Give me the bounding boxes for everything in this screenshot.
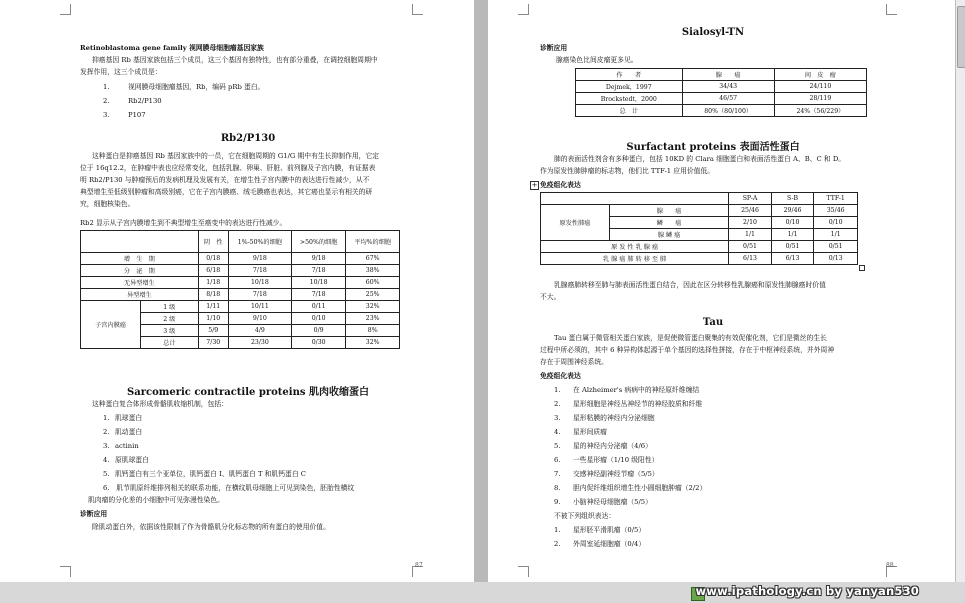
table-header-cell: SP-A <box>729 193 772 205</box>
table-move-handle-icon[interactable]: + <box>531 181 538 189</box>
diagnosis-text: 除肌动蛋白外，依据该性限制了作为骨骼肌分化标志物的所有蛋白的使用价值。 <box>92 523 330 531</box>
tau-list-num: 6. <box>554 456 561 464</box>
sarc-list-num: 4. <box>103 456 110 464</box>
table-cell <box>541 193 729 205</box>
watermark-text: www.ipathology.cn by yanyan530 <box>695 584 919 598</box>
table-row <box>81 301 400 313</box>
rb-para-line: 发挥作用，这三个成员是： <box>80 68 162 76</box>
table-cell: 0/51 <box>771 241 814 253</box>
immuno-label: 免疫组化表达 <box>540 181 581 189</box>
tau-list-item: 一些星形瘤（1/10 级阳性） <box>573 456 659 464</box>
crop-mark <box>886 4 897 15</box>
immuno-label: 免疫组化表达 <box>540 372 581 380</box>
surfactant-table <box>540 192 858 265</box>
surfactant-para-line: 肺的表面活性剂含有多种蛋白，包括 10KD 的 Clara 细胞蛋白和表面活性蛋白 A、B、C 和 D。 <box>554 155 846 163</box>
table-row <box>576 93 867 105</box>
table-row <box>541 205 858 217</box>
surfactant-title: Surfactant proteins 表面活性蛋白 <box>626 142 800 153</box>
table-row-label: 原 发 性 乳 腺 癌 <box>541 241 729 253</box>
crop-mark <box>60 566 71 577</box>
table-row-label: 异型增生 <box>81 289 199 301</box>
table-cell: 7/18 <box>291 289 345 301</box>
table-cell: 29/46 <box>771 205 814 217</box>
tau-title: Tau <box>702 317 724 328</box>
table-cell: 1/1 <box>814 229 858 241</box>
table-cell: 1/1 <box>729 229 772 241</box>
table-cell: 7/18 <box>291 265 345 277</box>
table-row-label: 原发性肺癌 <box>541 205 610 241</box>
table-row <box>81 265 400 277</box>
table-cell: 28/119 <box>774 93 866 105</box>
table-cell: 0/51 <box>729 241 772 253</box>
rb2-para-line: 这种蛋白是抑癌基因 Rb 基因家族中的一员，它在细胞周期的 G1/G 期中有生长抑制作用，它定 <box>92 152 380 160</box>
table-cell: 0/13 <box>814 253 858 265</box>
surfactant-para-line: 作为原发性肺肿瘤的标志物，他们比 TTF-1 应用价值低。 <box>540 167 715 175</box>
tau-list-item: 小脑神经母细胞瘤（5/5） <box>573 498 652 506</box>
rb2-para-line: 位于 16q12.2，在肿瘤中表也应经常变化，包括乳腺、卵巢、肝脏、前列腺及子宫内膜，有证据表 <box>80 164 376 172</box>
negative-label: 不被下列组织表达： <box>554 512 616 520</box>
rb2-para-line: 明 Rb2/P130 与肿瘤预后的发病机理及发展有关，在增生性子宫内膜中的表达进行性减少，从不 <box>80 176 370 184</box>
tau-list-num: 4. <box>554 428 561 436</box>
table-cell: 24%（56/229） <box>774 105 866 117</box>
table-row-sublabel: 总计 <box>141 337 199 349</box>
table-row-label: 分 泌 期 <box>81 265 199 277</box>
table-cell: 6/13 <box>771 253 814 265</box>
table-row <box>81 253 400 265</box>
table-cell: Dejmek，1997 <box>576 81 683 93</box>
rb-list-item: 视网膜母细胞瘤基因，Rb，编码 pRb 蛋白。 <box>128 83 265 91</box>
table-row-label: 增 生 期 <box>81 253 199 265</box>
table-cell: 6/13 <box>729 253 772 265</box>
table-cell: 7/18 <box>228 289 291 301</box>
table-row-label: 乳 腺 癌 肺 转 移 至 肺 <box>541 253 729 265</box>
table-cell: 67% <box>346 253 400 265</box>
table-cell: 0/10 <box>771 217 814 229</box>
table-cell: 35/46 <box>814 205 858 217</box>
table-header-cell: S-B <box>771 193 814 205</box>
page-88 <box>488 0 955 582</box>
table-header-cell: TTF-1 <box>814 193 858 205</box>
diagnosis-label: 诊断应用 <box>540 44 568 52</box>
surfactant-after-line: 乳腺癌肺转移至肺与肺表面活性蛋白结合，因此在区分转移性乳腺癌和原发性肺腺癌时价值 <box>554 281 826 289</box>
table-header-cell: >50%的细胞 <box>291 231 345 253</box>
sarc-para-line: 6. 肌节肌原纤维排列相关的联系功能，在横纹肌母细胞上可见到染色，胚胎性横纹 <box>103 484 355 492</box>
table-cell: 1/1 <box>771 229 814 241</box>
surfactant-after-line: 不大。 <box>540 293 561 301</box>
table-cell: 1/10 <box>198 313 228 325</box>
table-cell: 9/10 <box>228 313 291 325</box>
table-row-sublabel: 3 级 <box>141 325 199 337</box>
rb2-para-line: 究，细胞核染色。 <box>80 200 135 208</box>
table-cell: 0/9 <box>291 325 345 337</box>
sarc-list-item: 肌钙蛋白有三个亚单位，肌钙蛋白 I、肌钙蛋白 T 和肌钙蛋白 C <box>115 470 306 478</box>
table-cell: 1/11 <box>198 301 228 313</box>
table-cell: 10/11 <box>228 301 291 313</box>
tau-para-line: 存在于周围神经系统。 <box>540 358 608 366</box>
neg-list-num: 1. <box>554 526 561 534</box>
tau-para-line: Tau 蛋白属于微管相关蛋白家族，是促使微管蛋白聚集的有效促催化剂，它们是微丝的生长 <box>554 334 827 342</box>
table-row-sublabel: 鳞 癌 <box>610 217 729 229</box>
table-row <box>81 277 400 289</box>
tau-para-line: 过程中所必须的，其中 6 种异构体起源于单个基因的选择性拼接，存在于中枢神经系统，并外周神 <box>540 346 835 354</box>
tau-list-item: 星形粘膜的神经内分泌细胞 <box>573 414 655 422</box>
table-cell: 7/30 <box>198 337 228 349</box>
table-cell: 总 计 <box>576 105 683 117</box>
neg-list-item: 外周室延细胞瘤（0/4） <box>573 540 646 548</box>
table-cell: 0/10 <box>291 313 345 325</box>
table-header-row <box>81 231 400 253</box>
rb-heading: Retinoblastoma gene family 视网膜母细胞瘤基因家族 <box>80 44 264 52</box>
tau-list-num: 9. <box>554 498 561 506</box>
table-cell: 25/46 <box>729 205 772 217</box>
table-header-cell: 1%-50%的细胞 <box>228 231 291 253</box>
table-cell: 32% <box>346 337 400 349</box>
crop-mark <box>60 4 71 15</box>
rb-list-num: 1. <box>103 83 110 91</box>
table-cell: 8% <box>346 325 400 337</box>
table-header-cell: 腺 癌 <box>682 69 774 81</box>
diagnosis-label: 诊断应用 <box>80 510 108 518</box>
rb-list-item: Rb2/P130 <box>128 97 162 105</box>
table-cell: 34/43 <box>682 81 774 93</box>
rb-para-line: 抑癌基因 Rb 基因家族包括三个成员，这三个基因有独特性，也有部分重叠，在调控细胞周期中 <box>92 56 378 64</box>
table-cell: 10/18 <box>228 277 291 289</box>
neg-list-num: 2. <box>554 540 561 548</box>
sarc-list-num: 5. <box>103 470 110 478</box>
tau-list-item: 星形细胞是神经丛神经节的神经胶质和纤维 <box>573 400 703 408</box>
tau-list-item: 在 Alzheimer's 病病中的神经原纤维缠结 <box>573 386 700 394</box>
sarc-list-item: actinin <box>115 442 139 450</box>
table-header-cell: 间 皮 瘤 <box>774 69 866 81</box>
tau-list-item: 交感神经副神经节瘤（5/5） <box>573 470 659 478</box>
table-cell: Brockstedt，2000 <box>576 93 683 105</box>
page-number: 87 <box>415 562 423 569</box>
table-cell: 60% <box>346 277 400 289</box>
table-cell: 25% <box>346 289 400 301</box>
table-cell <box>81 231 199 253</box>
sarc-list-item: 原肌球蛋白 <box>115 456 149 464</box>
table-cell: 0/18 <box>198 253 228 265</box>
neg-list-item: 星形胚平滑肌瘤（0/5） <box>573 526 646 534</box>
page-number: 88 <box>886 562 894 569</box>
scrollbar-thumb[interactable] <box>957 6 965 68</box>
rb-list-num: 3. <box>103 111 110 119</box>
tau-list-item: 星形间质瘤 <box>573 428 607 436</box>
table-row-label: 子宫内膜癌 <box>81 301 141 349</box>
sarc-list-item: 肌动蛋白 <box>115 428 143 436</box>
table-cell: 6/18 <box>198 265 228 277</box>
rb-list-num: 2. <box>103 97 110 105</box>
table-header-cell: 平均%的细胞 <box>346 231 400 253</box>
table-row <box>541 253 858 265</box>
sarc-title: Sarcomeric contractile proteins 肌肉收缩蛋白 <box>127 387 369 398</box>
crop-mark <box>518 566 529 577</box>
table-cell: 23/30 <box>228 337 291 349</box>
tau-list-num: 5. <box>554 442 561 450</box>
vertical-scrollbar[interactable] <box>955 0 965 582</box>
sarc-list-num: 2. <box>103 428 110 436</box>
table-cell: 1/18 <box>198 277 228 289</box>
sarc-list-num: 3. <box>103 442 110 450</box>
table-cell: 32% <box>346 301 400 313</box>
table-cell: 24/110 <box>774 81 866 93</box>
table-cell: 0/11 <box>291 301 345 313</box>
tau-list-item: 胆内促纤维组织增生性小圆细胞肿瘤（2/2） <box>573 484 707 492</box>
sarc-intro: 这种蛋白复合体形成骨骼肌收缩机制，包括： <box>92 400 228 408</box>
table-cell: 7/18 <box>228 265 291 277</box>
table-row-label: 无异型增生 <box>81 277 199 289</box>
table-row <box>541 241 858 253</box>
sialosyl-table <box>575 68 867 117</box>
tau-list-item: 星的神经内分泌瘤（4/6） <box>573 442 652 450</box>
table-header-row <box>541 193 858 205</box>
table-cell: 8/18 <box>198 289 228 301</box>
sialosyl-title: Sialosyl-TN <box>681 27 745 38</box>
table-resize-handle-icon[interactable] <box>859 265 865 271</box>
table-header-cell: 阴 性 <box>198 231 228 253</box>
sarc-list-num: 1. <box>103 414 110 422</box>
table-cell: 5/9 <box>198 325 228 337</box>
table-cell: 4/9 <box>228 325 291 337</box>
table-cell: 0/10 <box>814 217 858 229</box>
crop-mark <box>412 4 423 15</box>
rb2-table <box>80 230 400 349</box>
table-row <box>576 81 867 93</box>
table-cell: 9/18 <box>228 253 291 265</box>
table-row-sublabel: 腺 癌 <box>610 205 729 217</box>
table-cell: 2/10 <box>729 217 772 229</box>
tau-list-num: 1. <box>554 386 561 394</box>
sarc-list-item: 肌球蛋白 <box>115 414 143 422</box>
tau-list-num: 3. <box>554 414 561 422</box>
table-cell: 10/18 <box>291 277 345 289</box>
table-cell: 46/57 <box>682 93 774 105</box>
rb-list-item: P107 <box>128 111 146 119</box>
table-row <box>576 105 867 117</box>
crop-mark <box>518 4 529 15</box>
table-row-sublabel: 1 级 <box>141 301 199 313</box>
sarc-para-line: 肌肉瘤的分化差的小细胞中可见弥漫性染色。 <box>88 496 224 504</box>
table-cell: 80%（80/100） <box>682 105 774 117</box>
table-cell: 9/18 <box>291 253 345 265</box>
rb2-table-caption: Rb2 显示从子宫内膜增生到不典型增生至癌变中的表达进行性减少。 <box>80 219 287 227</box>
tau-list-num: 7. <box>554 470 561 478</box>
page-gap <box>474 0 488 582</box>
table-cell: 0/30 <box>291 337 345 349</box>
table-row-sublabel: 2 级 <box>141 313 199 325</box>
table-cell: 23% <box>346 313 400 325</box>
table-header-cell: 作 者 <box>576 69 683 81</box>
tau-list-num: 8. <box>554 484 561 492</box>
table-row-sublabel: 腺 鳞 癌 <box>610 229 729 241</box>
table-row <box>81 289 400 301</box>
table-cell: 0/51 <box>814 241 858 253</box>
sialosyl-intro: 腺癌染色比间皮瘤更多见。 <box>556 56 638 64</box>
rb2-para-line: 典型增生至低级别肿瘤和高级别癌，它在子宫内膜癌、绒毛膜癌也表达，其它癌也显示有相关的研 <box>80 188 373 196</box>
page-87 <box>0 0 474 582</box>
rb2-title: Rb2/P130 <box>220 133 276 144</box>
tau-list-num: 2. <box>554 400 561 408</box>
table-cell: 38% <box>346 265 400 277</box>
table-header-row <box>576 69 867 81</box>
